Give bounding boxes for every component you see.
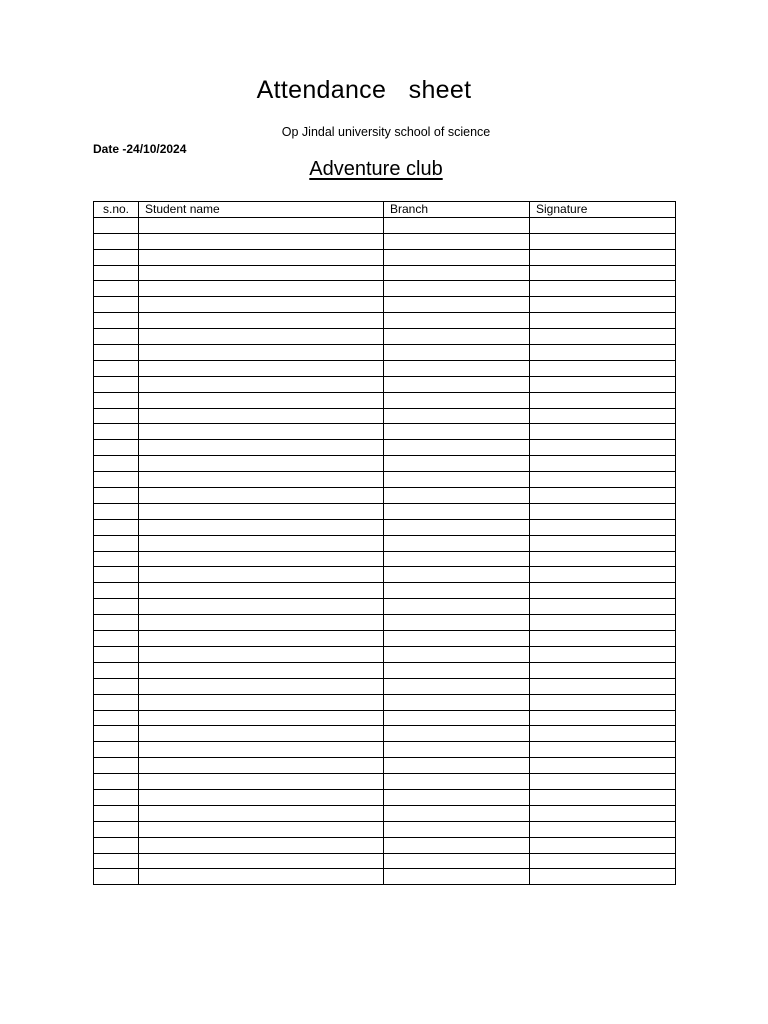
- table-row: [94, 503, 676, 519]
- cell-sno[interactable]: [94, 821, 139, 837]
- table-row: [94, 360, 676, 376]
- cell-sno[interactable]: [94, 567, 139, 583]
- cell-branch[interactable]: [384, 615, 530, 631]
- cell-student-name[interactable]: [139, 758, 384, 774]
- table-row: [94, 217, 676, 233]
- cell-student-name[interactable]: [139, 774, 384, 790]
- cell-signature[interactable]: [530, 519, 676, 535]
- cell-sno[interactable]: [94, 519, 139, 535]
- cell-student-name[interactable]: [139, 265, 384, 281]
- cell-student-name[interactable]: [139, 631, 384, 647]
- cell-sno[interactable]: [94, 488, 139, 504]
- cell-branch[interactable]: [384, 329, 530, 345]
- cell-sno[interactable]: [94, 217, 139, 233]
- cell-signature[interactable]: [530, 726, 676, 742]
- cell-student-name[interactable]: [139, 678, 384, 694]
- table-row: [94, 233, 676, 249]
- cell-signature[interactable]: [530, 662, 676, 678]
- cell-branch[interactable]: [384, 583, 530, 599]
- cell-sno[interactable]: [94, 535, 139, 551]
- cell-student-name[interactable]: [139, 376, 384, 392]
- table-row: [94, 599, 676, 615]
- cell-signature[interactable]: [530, 631, 676, 647]
- table-row: [94, 567, 676, 583]
- cell-sno[interactable]: [94, 631, 139, 647]
- cell-student-name[interactable]: [139, 805, 384, 821]
- cell-student-name[interactable]: [139, 551, 384, 567]
- table-header-row: [94, 202, 676, 218]
- cell-branch[interactable]: [384, 599, 530, 615]
- cell-branch[interactable]: [384, 297, 530, 313]
- cell-sno[interactable]: [94, 789, 139, 805]
- table-row: [94, 694, 676, 710]
- cell-signature[interactable]: [530, 281, 676, 297]
- cell-branch[interactable]: [384, 631, 530, 647]
- cell-signature[interactable]: [530, 217, 676, 233]
- cell-student-name[interactable]: [139, 424, 384, 440]
- cell-sno[interactable]: [94, 742, 139, 758]
- cell-sno[interactable]: [94, 376, 139, 392]
- cell-sno[interactable]: [94, 805, 139, 821]
- cell-sno[interactable]: [94, 281, 139, 297]
- cell-student-name[interactable]: [139, 567, 384, 583]
- cell-signature[interactable]: [530, 789, 676, 805]
- cell-branch[interactable]: [384, 360, 530, 376]
- cell-branch[interactable]: [384, 265, 530, 281]
- table-row: [94, 551, 676, 567]
- cell-signature[interactable]: [530, 694, 676, 710]
- table-row: [94, 615, 676, 631]
- cell-sno[interactable]: [94, 758, 139, 774]
- cell-branch[interactable]: [384, 345, 530, 361]
- cell-student-name[interactable]: [139, 488, 384, 504]
- table-row: [94, 789, 676, 805]
- cell-student-name[interactable]: [139, 615, 384, 631]
- table-row: [94, 837, 676, 853]
- table-row: [94, 329, 676, 345]
- cell-sno[interactable]: [94, 313, 139, 329]
- cell-sno[interactable]: [94, 853, 139, 869]
- table-row: [94, 631, 676, 647]
- cell-branch[interactable]: [384, 313, 530, 329]
- cell-sno[interactable]: [94, 774, 139, 790]
- cell-branch[interactable]: [384, 376, 530, 392]
- cell-signature[interactable]: [530, 567, 676, 583]
- cell-branch[interactable]: [384, 472, 530, 488]
- table-row: [94, 424, 676, 440]
- cell-branch[interactable]: [384, 424, 530, 440]
- cell-student-name[interactable]: [139, 694, 384, 710]
- cell-signature[interactable]: [530, 535, 676, 551]
- cell-signature[interactable]: [530, 297, 676, 313]
- table-row: [94, 376, 676, 392]
- table-row: [94, 281, 676, 297]
- cell-branch[interactable]: [384, 678, 530, 694]
- club-name: Adventure club: [309, 158, 443, 180]
- cell-branch[interactable]: [384, 456, 530, 472]
- cell-signature[interactable]: [530, 742, 676, 758]
- cell-sno[interactable]: [94, 297, 139, 313]
- cell-signature[interactable]: [530, 376, 676, 392]
- cell-student-name[interactable]: [139, 853, 384, 869]
- cell-signature[interactable]: [530, 837, 676, 853]
- cell-student-name[interactable]: [139, 535, 384, 551]
- cell-signature[interactable]: [530, 345, 676, 361]
- cell-student-name[interactable]: [139, 503, 384, 519]
- cell-branch[interactable]: [384, 551, 530, 567]
- cell-signature[interactable]: [530, 599, 676, 615]
- cell-branch[interactable]: [384, 249, 530, 265]
- cell-sno[interactable]: [94, 424, 139, 440]
- table-row: [94, 583, 676, 599]
- cell-student-name[interactable]: [139, 313, 384, 329]
- cell-signature[interactable]: [530, 488, 676, 504]
- table-row: [94, 392, 676, 408]
- cell-signature[interactable]: [530, 551, 676, 567]
- cell-branch[interactable]: [384, 217, 530, 233]
- cell-branch[interactable]: [384, 662, 530, 678]
- cell-student-name[interactable]: [139, 742, 384, 758]
- cell-student-name[interactable]: [139, 392, 384, 408]
- cell-student-name[interactable]: [139, 281, 384, 297]
- cell-student-name[interactable]: [139, 249, 384, 265]
- table-row: [94, 805, 676, 821]
- cell-branch[interactable]: [384, 758, 530, 774]
- table-row: [94, 456, 676, 472]
- header-sno: s.no.: [94, 202, 139, 218]
- cell-sno[interactable]: [94, 710, 139, 726]
- cell-student-name[interactable]: [139, 821, 384, 837]
- cell-student-name[interactable]: [139, 456, 384, 472]
- cell-sno[interactable]: [94, 345, 139, 361]
- cell-signature[interactable]: [530, 360, 676, 376]
- table-row: [94, 408, 676, 424]
- cell-student-name[interactable]: [139, 710, 384, 726]
- cell-signature[interactable]: [530, 440, 676, 456]
- cell-signature[interactable]: [530, 472, 676, 488]
- cell-sno[interactable]: [94, 472, 139, 488]
- table-row: [94, 345, 676, 361]
- cell-sno[interactable]: [94, 583, 139, 599]
- cell-signature[interactable]: [530, 392, 676, 408]
- cell-sno[interactable]: [94, 869, 139, 885]
- cell-branch[interactable]: [384, 821, 530, 837]
- cell-branch[interactable]: [384, 503, 530, 519]
- header-student-name: Student name: [139, 202, 384, 218]
- cell-sno[interactable]: [94, 392, 139, 408]
- cell-signature[interactable]: [530, 456, 676, 472]
- cell-sno[interactable]: [94, 678, 139, 694]
- cell-signature[interactable]: [530, 615, 676, 631]
- cell-branch[interactable]: [384, 789, 530, 805]
- cell-student-name[interactable]: [139, 297, 384, 313]
- cell-student-name[interactable]: [139, 599, 384, 615]
- cell-branch[interactable]: [384, 488, 530, 504]
- table-row: [94, 519, 676, 535]
- cell-signature[interactable]: [530, 646, 676, 662]
- cell-student-name[interactable]: [139, 217, 384, 233]
- cell-branch[interactable]: [384, 392, 530, 408]
- cell-sno[interactable]: [94, 265, 139, 281]
- table-row: [94, 678, 676, 694]
- cell-student-name[interactable]: [139, 869, 384, 885]
- cell-branch[interactable]: [384, 853, 530, 869]
- cell-student-name[interactable]: [139, 519, 384, 535]
- cell-student-name[interactable]: [139, 646, 384, 662]
- cell-branch[interactable]: [384, 726, 530, 742]
- table-row: [94, 710, 676, 726]
- cell-signature[interactable]: [530, 805, 676, 821]
- table-row: [94, 297, 676, 313]
- cell-sno[interactable]: [94, 249, 139, 265]
- cell-branch[interactable]: [384, 742, 530, 758]
- cell-branch[interactable]: [384, 869, 530, 885]
- cell-sno[interactable]: [94, 360, 139, 376]
- cell-student-name[interactable]: [139, 329, 384, 345]
- cell-branch[interactable]: [384, 710, 530, 726]
- cell-signature[interactable]: [530, 821, 676, 837]
- table-row: [94, 313, 676, 329]
- cell-branch[interactable]: [384, 440, 530, 456]
- cell-branch[interactable]: [384, 837, 530, 853]
- cell-branch[interactable]: [384, 408, 530, 424]
- table-row: [94, 774, 676, 790]
- header-signature: Signature: [530, 202, 676, 218]
- cell-branch[interactable]: [384, 281, 530, 297]
- table-row: [94, 472, 676, 488]
- cell-sno[interactable]: [94, 329, 139, 345]
- cell-student-name[interactable]: [139, 345, 384, 361]
- cell-sno[interactable]: [94, 662, 139, 678]
- cell-sno[interactable]: [94, 615, 139, 631]
- cell-sno[interactable]: [94, 726, 139, 742]
- cell-sno[interactable]: [94, 551, 139, 567]
- cell-sno[interactable]: [94, 233, 139, 249]
- table-row: [94, 535, 676, 551]
- cell-signature[interactable]: [530, 249, 676, 265]
- table-row: [94, 265, 676, 281]
- table-row: [94, 742, 676, 758]
- table-row: [94, 488, 676, 504]
- cell-sno[interactable]: [94, 503, 139, 519]
- cell-signature[interactable]: [530, 583, 676, 599]
- cell-signature[interactable]: [530, 774, 676, 790]
- cell-branch[interactable]: [384, 519, 530, 535]
- cell-sno[interactable]: [94, 456, 139, 472]
- table-row: [94, 821, 676, 837]
- table-row: [94, 440, 676, 456]
- cell-student-name[interactable]: [139, 583, 384, 599]
- cell-student-name[interactable]: [139, 360, 384, 376]
- cell-branch[interactable]: [384, 805, 530, 821]
- cell-signature[interactable]: [530, 329, 676, 345]
- cell-sno[interactable]: [94, 694, 139, 710]
- cell-signature[interactable]: [530, 869, 676, 885]
- sheet-title: Attendance sheet: [256, 76, 472, 104]
- attendance-table-body: [94, 217, 676, 884]
- cell-branch[interactable]: [384, 233, 530, 249]
- cell-signature[interactable]: [530, 265, 676, 281]
- cell-signature[interactable]: [530, 424, 676, 440]
- table-row: [94, 726, 676, 742]
- attendance-table: [93, 201, 676, 885]
- header-branch: Branch: [384, 202, 530, 218]
- table-row: [94, 853, 676, 869]
- cell-sno[interactable]: [94, 599, 139, 615]
- cell-signature[interactable]: [530, 503, 676, 519]
- cell-branch[interactable]: [384, 567, 530, 583]
- cell-student-name[interactable]: [139, 472, 384, 488]
- cell-sno[interactable]: [94, 440, 139, 456]
- cell-student-name[interactable]: [139, 662, 384, 678]
- table-row: [94, 869, 676, 885]
- cell-signature[interactable]: [530, 853, 676, 869]
- cell-student-name[interactable]: [139, 233, 384, 249]
- cell-student-name[interactable]: [139, 837, 384, 853]
- table-row: [94, 758, 676, 774]
- cell-signature[interactable]: [530, 408, 676, 424]
- cell-signature[interactable]: [530, 313, 676, 329]
- cell-branch[interactable]: [384, 694, 530, 710]
- cell-student-name[interactable]: [139, 789, 384, 805]
- table-row: [94, 662, 676, 678]
- cell-sno[interactable]: [94, 646, 139, 662]
- cell-student-name[interactable]: [139, 726, 384, 742]
- cell-branch[interactable]: [384, 646, 530, 662]
- cell-signature[interactable]: [530, 233, 676, 249]
- table-row: [94, 249, 676, 265]
- cell-sno[interactable]: [94, 837, 139, 853]
- cell-signature[interactable]: [530, 678, 676, 694]
- institution-name: Op Jindal university school of science: [281, 125, 491, 139]
- cell-student-name[interactable]: [139, 408, 384, 424]
- cell-signature[interactable]: [530, 758, 676, 774]
- cell-sno[interactable]: [94, 408, 139, 424]
- sheet-date: Date -24/10/2024: [93, 142, 187, 156]
- cell-signature[interactable]: [530, 710, 676, 726]
- table-row: [94, 646, 676, 662]
- cell-branch[interactable]: [384, 535, 530, 551]
- cell-student-name[interactable]: [139, 440, 384, 456]
- cell-branch[interactable]: [384, 774, 530, 790]
